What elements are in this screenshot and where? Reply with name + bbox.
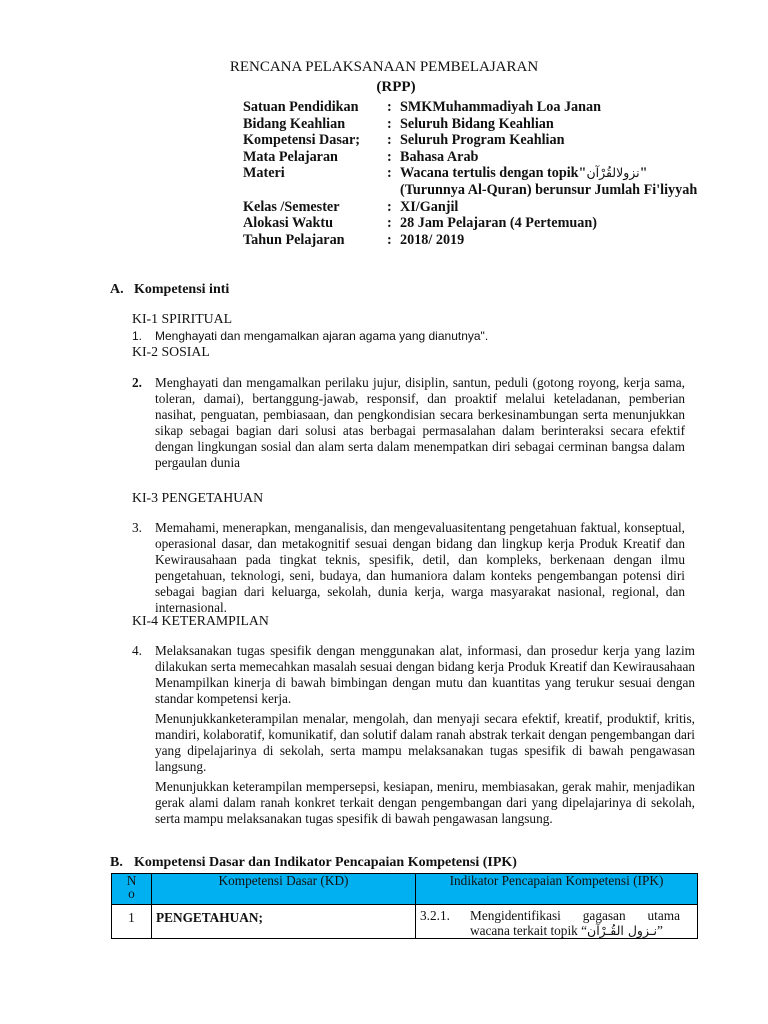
info-value (400, 165, 700, 198)
table-cell-ipk (416, 905, 698, 939)
info-label: Bidang Keahlian (243, 115, 346, 132)
ki1-text: Menghayati dan mengamalkan ajaran agama yang dianutnya". (155, 329, 489, 343)
info-colon: : (387, 115, 392, 132)
info-value: 2018/ 2019 (400, 231, 465, 248)
info-label: Tahun Pelajaran (243, 231, 345, 248)
table-header-kd: Kompetensi Dasar (KD) (152, 874, 416, 905)
info-label: Alokasi Waktu (243, 215, 334, 232)
ki4-text-1: Melaksanakan tugas spesifik dengan menggunakan alat, informasi, dan prosedur kerja yang lazim dilakukan serta memecahkan masalah sesuai dengan bidang kerja Produk Kreatif dan Kewirausahaan Menampilkan kinerja di bawah bimbingan dengan mutu dan kuantitas yang terukur sesuai dengan standar kompetensi kerja. (155, 643, 695, 706)
info-value: 28 Jam Pelajaran (4 Pertemuan) (400, 215, 597, 232)
info-label: Satuan Pendidikan (243, 99, 359, 115)
ki2-number: 2. (132, 375, 142, 390)
table-cell-no: 1 (112, 905, 152, 939)
ki1-number: 1. (132, 329, 143, 343)
info-row-competency (243, 132, 700, 149)
material-text-start: Wacana tertulis dengan topik" (400, 165, 587, 182)
ipk-number: 3.2.1. (420, 908, 450, 923)
ki2-text: Menghayati dan mengamalkan perilaku jujur, disiplin, santun, peduli (gotong royong, kerja sama, toleran, damai), bertanggung-jawab, responsif, dan proaktif melalui keteladanan, pemberian nasihat, penguatan, pembiasaan, dan pengkondisian secara berkesinambungan serta menunjukkan sikap sebagai bagian dari solusi atas berbagai permasalahan dalam berinteraksi secara efektif dengan lingkungan sosial dan alam serta dalam menempatkan diri sebagai cerminan bangsa dalam pergaulan dunia (155, 375, 685, 470)
section-title: Kompetensi inti (134, 282, 230, 297)
info-colon: : (387, 231, 392, 248)
info-row-year (243, 232, 700, 249)
info-label: Kelas /Semester (243, 198, 340, 215)
info-row-class (243, 199, 700, 216)
section-b-heading (110, 855, 517, 871)
info-label: Materi (243, 165, 285, 182)
ki3-number: 3. (132, 520, 142, 535)
info-colon: : (387, 165, 392, 182)
section-letter: A. (110, 282, 124, 297)
table-header-no: N o (112, 874, 152, 905)
ki3-heading: KI-3 PENGETAHUAN (132, 490, 264, 505)
info-colon: : (387, 198, 392, 215)
ki2-heading: KI-2 SOSIAL (132, 344, 210, 359)
ipk-arabic-topic: نـزول القُـرْآن (587, 923, 657, 938)
info-row-time (243, 215, 700, 232)
info-row-school (243, 99, 700, 116)
info-value: Seluruh Program Keahlian (400, 132, 565, 149)
document-subtitle: (RPP) (376, 79, 416, 95)
table-row (112, 905, 698, 939)
info-label: Kompetensi Dasar; (243, 132, 361, 149)
section-title: Kompetensi Dasar dan Indikator Pencapaian Kompetensi (IPK) (134, 855, 517, 870)
ki4-text-2: Menunjukkanketerampilan menalar, mengolah, dan menyaji secara efektif, kreatif, produktif, kritis, mandiri, kolaboratif, komunikatif, dan solutif dalam ranah abstrak terkait dengan pengembangan dari yang dipelajarinya di sekolah, serta mampu melaksanakan tugas spesifik di bawah pengawasan langsung. (155, 711, 695, 774)
material-arabic-topic: نزولالقُرْآن (586, 165, 640, 181)
info-colon: : (387, 99, 392, 115)
section-letter: B. (110, 855, 123, 870)
material-text-end: " (Turunnya Al-Quran) berunsur Jumlah Fi'liyyah (400, 165, 698, 198)
info-value: SMKMuhammadiyah Loa Janan (400, 99, 602, 115)
ki3-text: Memahami, menerapkan, menganalisis, dan mengevaluasitentang pengetahuan faktual, konseptual, operasional dasar, dan metakognitif sesuai dengan bidang dan lingkup kerja Produk Kreatif dan Kewirausahaan pada tingkat teknis, spesifik, detil, dan kompleks, berkenaan dengan ilmu pengetahuan, teknologi, seni, budaya, dan humaniora dalam konteks pengembangan potensi diri sebagai bagian dari keluarga, sekolah, dunia kerja, warga masyarakat nasional, regional, dan internasional. (155, 520, 685, 615)
info-value: Bahasa Arab (400, 148, 479, 165)
ipk-item (420, 908, 693, 938)
ipk-text-start: Mengidentifikasi gagasan utama wacana terkait topik “ (470, 908, 680, 938)
info-label: Mata Pelajaran (243, 148, 338, 165)
info-value: Seluruh Bidang Keahlian (400, 115, 554, 132)
table-header-ipk: Indikator Pencapaian Kompetensi (IPK) (416, 874, 698, 905)
ipk-text (470, 908, 680, 938)
table-cell-kd: PENGETAHUAN; (152, 905, 416, 939)
ki4-number: 4. (132, 643, 142, 658)
kd-ipk-table (111, 873, 698, 939)
info-row-subject (243, 149, 700, 166)
info-colon: : (387, 148, 392, 165)
info-colon: : (387, 132, 392, 149)
ki1-heading: KI-1 SPIRITUAL (132, 311, 233, 326)
info-value: XI/Ganjil (400, 198, 459, 215)
ki4-heading: KI-4 KETERAMPILAN (132, 613, 269, 628)
ki4-text-3: Menunjukkan keterampilan mempersepsi, kesiapan, meniru, membiasakan, gerak mahir, menjadikan gerak alami dalam ranah konkret terkait dengan pengembangan dari yang dipelajarinya di sekolah, serta mampu melaksanakan tugas spesifik di bawah pengawasan langsung. (155, 779, 695, 826)
table-header-row (112, 874, 698, 905)
info-row-material (243, 165, 700, 198)
info-colon: : (387, 215, 392, 232)
document-title: RENCANA PELAKSANAAN PEMBELAJARAN (229, 59, 539, 75)
ipk-text-end: ” (656, 923, 663, 938)
identity-block (243, 99, 700, 248)
info-row-field (243, 116, 700, 133)
section-a-heading (110, 282, 229, 298)
